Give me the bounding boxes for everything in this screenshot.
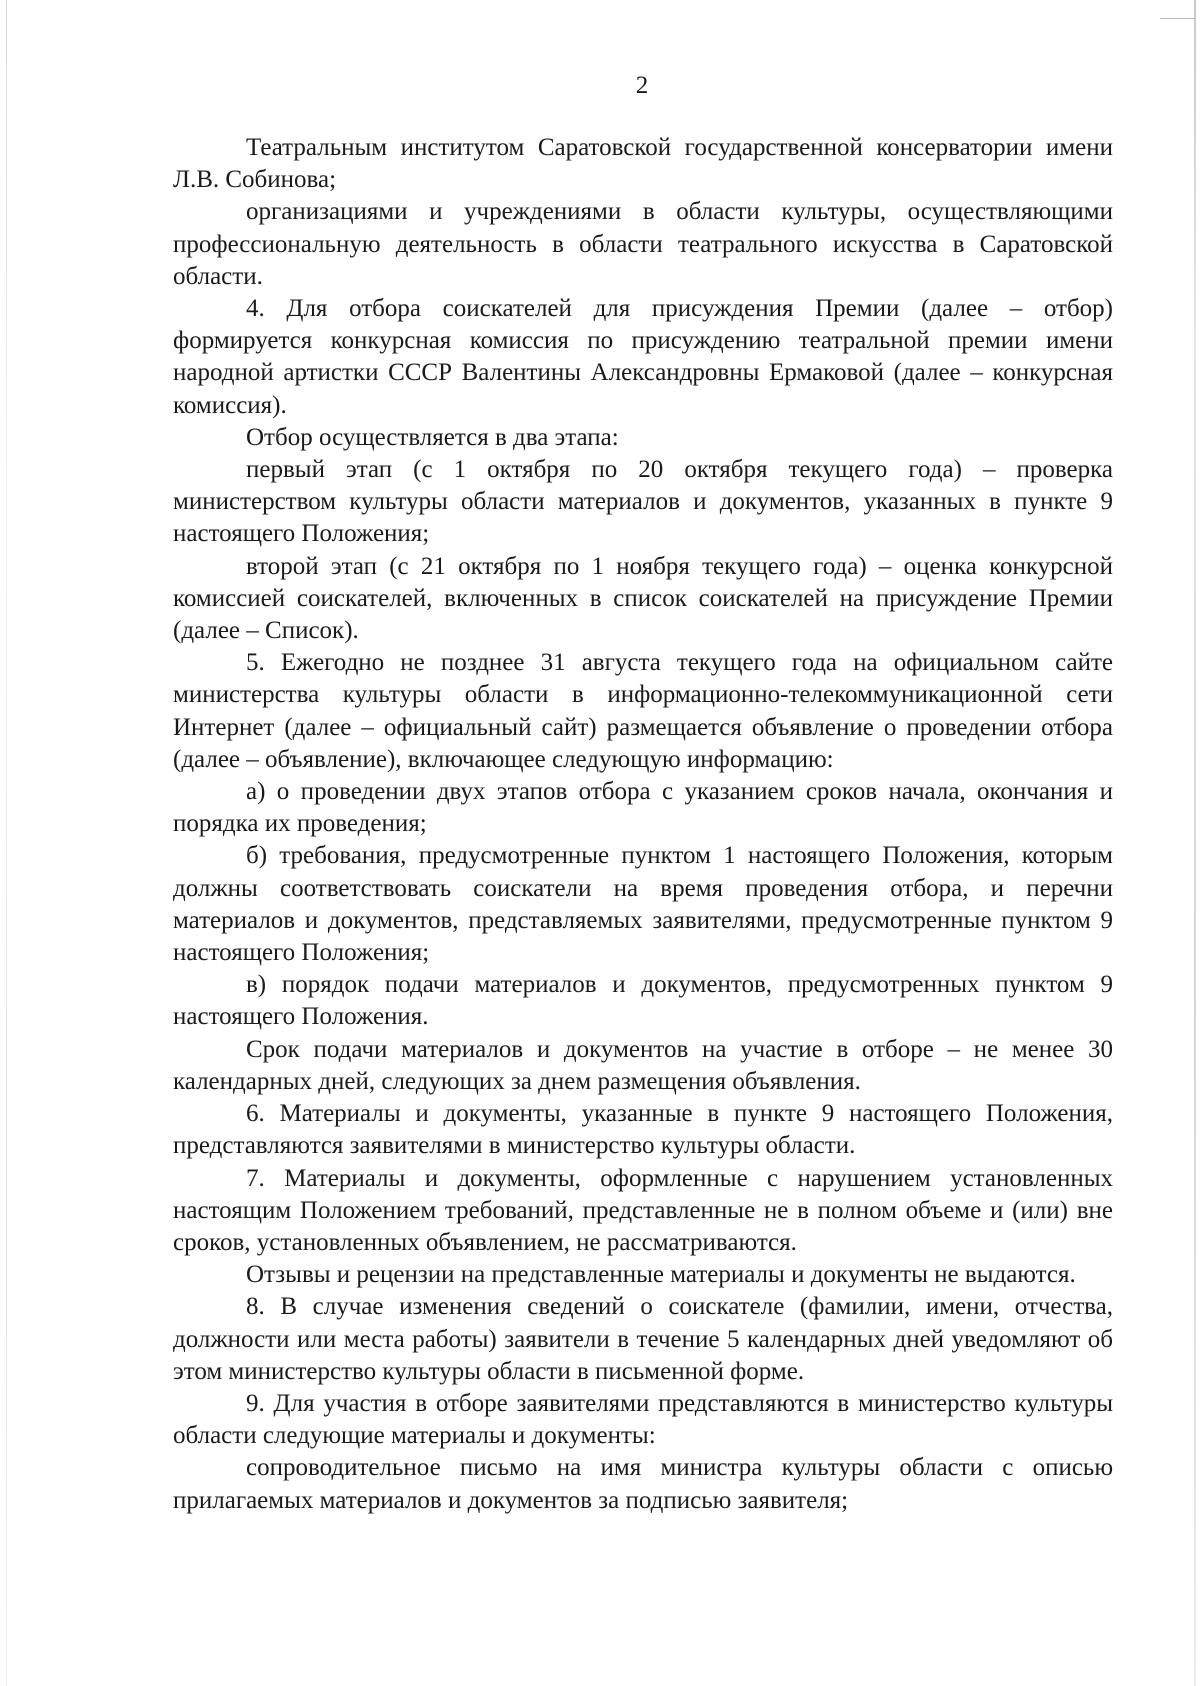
paragraph: 7. Материалы и документы, оформленные с нарушением установленных настоящим Положением требований, представленные не в полном объеме и (или) вне сроков, установленных объявлением, не рассматриваются. (173, 1164, 1113, 1256)
paragraph: организациями и учреждениями в области культуры, осуществляющими профессиональную деятельность в области театрального искусства в Саратовской области. (173, 198, 1113, 290)
paragraph: Театральным институтом Саратовской государственной консерватории имени Л.В. Собинова; (173, 134, 1113, 194)
paragraph: второй этап (с 21 октября по 1 ноября текущего года) – оценка конкурсной комиссией соискателей, включенных в список соискателей на присуждение Премии (далее – Список). (173, 552, 1113, 645)
paragraph: 9. Для участия в отборе заявителями представляются в министерство культуры области следующие материалы и документы: (173, 1389, 1113, 1450)
paragraph: 8. В случае изменения сведений о соискателе (фамилии, имени, отчества, должности или места работы) заявители в течение 5 календарных дней уведомляют об этом министерство культуры области в письменной форме. (173, 1293, 1113, 1385)
paragraph: 4. Для отбора соискателей для присуждения Премии (далее – отбор) формируется конкурсная комиссия по присуждению театральной премии имени народной артистки СССР Валентины Александровны Ермаковой (далее – конкурсная комиссия). (173, 295, 1113, 419)
paragraph: сопроводительное письмо на имя министра культуры области с описью прилагаемых материалов и документов за подписью заявителя; (173, 1454, 1113, 1514)
scan-edge-left (6, 0, 7, 1686)
paragraph: Отзывы и рецензии на представленные материалы и документы не выдаются. (246, 1261, 1076, 1289)
document-body (173, 132, 1113, 1517)
paragraph: в) порядок подачи материалов и документов, предусмотренных пунктом 9 настоящего Положения. (173, 971, 1113, 1031)
paragraph: б) требования, предусмотренные пунктом 1 настоящего Положения, которым должны соответствовать соискатели на время проведения отбора, и перечни материалов и документов, представляемых заявителями, предусмотренные пунктом 9 настоящего Положения; (173, 842, 1113, 967)
paragraph: Отбор осуществляется в два этапа: (246, 423, 619, 451)
paragraph: 5. Ежегодно не позднее 31 августа текущего года на официальном сайте министерства культуры области в информационно-телекоммуникационной сети Интернет (далее – официальный сайт) размещается объявление о проведении отбора (далее – объявление), включающее следующую информацию: (173, 649, 1113, 773)
page-number: 2 (635, 72, 649, 99)
paragraph: а) о проведении двух этапов отбора с указанием сроков начала, окончания и порядка их проведения; (173, 778, 1113, 838)
paragraph: Срок подачи материалов и документов на участие в отборе – не менее 30 календарных дней, следующих за днем размещения объявления. (173, 1035, 1113, 1095)
scan-edge-right (1194, 0, 1196, 1686)
paragraph: 6. Материалы и документы, указанные в пункте 9 настоящего Положения, представляются заявителями в министерство культуры области. (173, 1100, 1113, 1160)
paragraph: первый этап (с 1 октября по 20 октября текущего года) – проверка министерством культуры области материалов и документов, указанных в пункте 9 настоящего Положения; (173, 456, 1113, 548)
scan-edge-mark (1160, 18, 1196, 19)
